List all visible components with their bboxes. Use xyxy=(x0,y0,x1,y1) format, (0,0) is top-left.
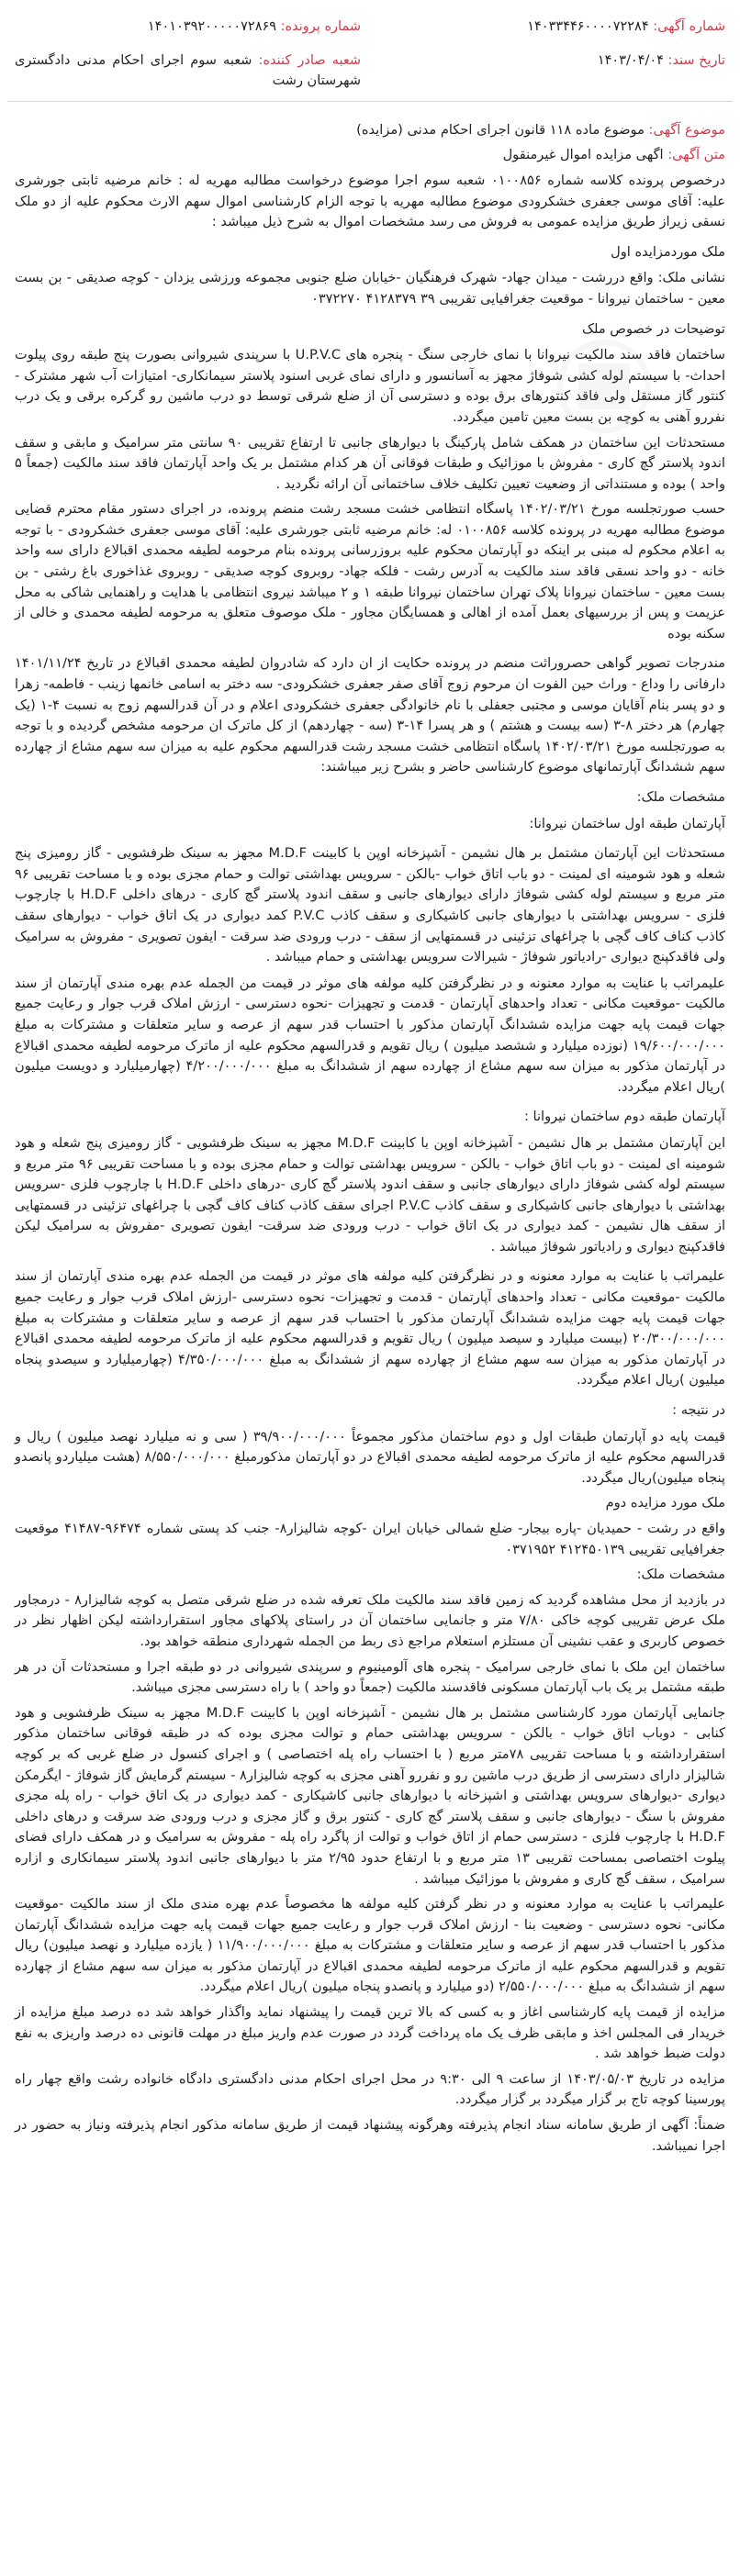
paragraph: ساختمان این ملک با نمای خارجی سرامیک - پنجره های آلومینیوم و سرپندی شیروانی در دو طبقه اجرا و مستحدثات آن در هر طبقه مشتمل بر یک باب آپارتمان مسکونی فاقدسند مالکیت (جمعاً دو واحد ) با راه دسترسی مجزی میباشد. xyxy=(15,1658,725,1696)
paragraph: واقع در رشت - حمیدیان -پاره بیجار- ضلع شمالی خیابان ایران -کوچه شالیزار۸- جنب کد پستی شماره ۹۶۴۷۴-۴۱۴۸۷ موقعیت جغرافیایی تقریبی ۴۱۲۴۵۰۱۳۹ ۰۳۷۱۹۵۲ xyxy=(15,1521,725,1557)
announcement-page xyxy=(7,6,733,2569)
section-heading: آپارتمان طبقه دوم ساختمان نیروانا : xyxy=(523,1109,725,1125)
paragraph: مشخصات ملک: xyxy=(636,1567,725,1583)
section-heading: ملک موردمزایده اول xyxy=(611,243,725,260)
paragraph: علیمراتب با عنایت به موارد معنونه و در نظرگرفتن کلیه مولفه های موثر در قیمت من الجمله عدم بهره مندی آپارتمان از سند مالکیت -موقعیت مکانی - تعداد واحدهای آپارتمان - قدمت و تجهیزات -نحوه دسترسی - ارزش املاک قرب جوار و رعایت جمیع جهات قیمت پایه جهت مزایده ششدانگ آپارتمان مذکور با احتساب قدر سهم از عرصه و سایر متعلقات و مشترکات به مبلغ ۱۹/۶۰۰/۰۰۰/۰۰۰ (نوزده میلیارد و ششصد میلیون ) ریال تقویم و قدرالسهم محکوم علیه از ماترک مرحومه لطیفه محمدی اقبالاع در آپارتمان مذکور به میزان سه سهم مشاع از چهارده سهم از ششدانگ به مبلغ ۴/۲۰۰/۰۰۰/۰۰۰ (چهارمیلیارد و دویست میلیون )ریال اعلام میگردد. xyxy=(15,975,725,1095)
paragraph: نشانی ملک: واقع دررشت - میدان جهاد- شهرک فرهنگیان -خیابان ضلع جنوبی مجموعه ورزشی یزدان - کوچه صدیقی - بن بست معین - ساختمان نیروانا - موقعیت جغرافیایی تقریبی ۳۹ ۴۱۲۸۳۷۹ ۰۳۷۲۲۷۰ xyxy=(15,270,725,307)
paragraph: جانمایی آپارتمان مورد کارشناسی مشتمل بر هال نشیمن - آشپزخانه اوپن با کابینت M.D.F مجهز به سینک ظرفشویی و هود کنابی - دوباب اتاق خواب - بالکن - سرویس بهداشتی حمام و توالت مجزی بوده که در ظبقه فوقانی ساختمان مذکور استقرارداشته و با مساحت تقریبی ۷۸متر مربع ( با احتساب راه پله اختصاصی ) و اجرای کنسول در ضلع غربی که بر کوچه شالیزار دارای دسترسی از طریق درب ماشین رو و نفررو آهنی مجزی به کوچه شالیزار۸ - سیستم گرمایش گاز شوفاژ - ایگرمکن دیواری -دیوارهای سرویس بهداشتی و اشپزخانه با دیوارهای جانبی کاشیکاری - کمد دیواری در یک اتاق خواب - راه پله مجزی مفروش با سنگ - دیوارهای جانبی و سقف پلاستر گچ کاری - کنتور برق و گاز مجزی و درب ورودی ضد سرقت و درهای داخلی H.D.F با چارچوب فلزی - دسترسی حمام از اتاق خواب و توالت از پاگرد راه پله - مفروش به سرامیک و در همکف دارای فضای پیلوت اختصاصی بمساحت تقریبی ۱۳ متر مربع و با ارتفاع حدود ۲/۹۵ متر با دیوارهای جانبی اندود پلاستر سیمانکاری و ازاره سرامیک ، سقف گچ کاری و مفروش با موزائیک میباشد . xyxy=(15,1704,725,1887)
section-heading: توضیحات در خصوص ملک xyxy=(581,320,725,337)
issuing-branch: شعبه صادر کننده: شعبه سوم اجرای احکام مدنی دادگستری شهرستان رشت xyxy=(15,52,361,89)
paragraph: ساختمان فاقد سند مالکیت نیروانا با نمای خارجی سنگ - پنجره های U.P.V.C با سرپندی شیروانی بصورت پنج طبقه روی پیلوت احداث- با سیستم لوله کشی شوفاژ مجهز به آسانسور و دارای نمای غربی اسنود پلاستر سیمانکاری- امتیازات آب شهر مشترک - کنتور گاز مستقل ولی فاقد کنتورهای برق بوده و دسترسی آن از ضلع شرقی توسط دو درب ماشین رو گرکره برقی و یک درب نفررو آهنی به کوچه بن بست معین تامین میگردد. xyxy=(15,347,725,425)
section-heading: علیمراتب با عنایت به موارد معنونه و در نظرگرفتن کلیه مولفه های موثر در قیمت من الجمله عدم بهره مندی آپارتمان از سند مالکیت -موقعیت مکانی - تعداد واحدهای آپارتمان - قدمت و تجهیزات- نحوه دسترسی -ارزش املاک قرب جوار و رعایت جمیع جهات قیمت پایه جهت مزایده ششدانگ آپارتمان مذکور با احتساب قدر سهم از عرصه و سایر متعلقات و مشترکات به مبلغ ۲۰/۳۰۰/۰۰۰/۰۰۰ (بیست میلیارد و سیصد میلیون ) ریال تقویم و قدرالسهم محکوم علیه از ماترک مرحومه لطیفه محمدی اقبالاع در آپارتمان مذکور به میزان سه سهم مشاع از چهارده سهم از ششدانگ به مبلغ ۴/۳۵۰/۰۰۰/۰۰۰ (چهارمیلیارد و سیصدو پنجاه میلیون )ریال اعلام میگردد. xyxy=(15,1268,725,1388)
ad-number: شماره آگهی: ۱۴۰۳۳۴۴۶۰۰۰۰۷۲۲۸۴ xyxy=(527,19,725,34)
title-line: متن آگهی: اگهی مزایده اموال غیرمنقول xyxy=(502,147,725,163)
subject-line: موضوع آگهی: موضوع ماده ۱۱۸ قانون اجرای احکام مدنی (مزایده) xyxy=(356,121,725,138)
paragraph: در بازدید از محل مشاهده گردید که زمین فاقد سند مالکیت ملک تعرفه شده در ضلع شرقی متصل به کوچه شالیزار۸ - درمجاور ملک عرض تقریبی کوچه خاکی ۷/۸۰ متر و جانمایی ساختمان آن در راستای پلاکهای مجاور استقرارداشته لیکن اظهار نظر در خصوص کاربری و عقب نشینی آن مستلزم استعلام مراجع ذی ربط من الجمله شهرداری منطقه خواهد بود. xyxy=(15,1591,725,1649)
ad-header xyxy=(7,6,733,102)
paragraph: این آپارتمان مشتمل بر هال نشیمن - آشپزخانه اوپن با کابینت M.D.F مجهز به سینک ظرفشویی - گاز رومیزی پنج شعله و هود شومینه ای لمینت - دو باب اتاق خواب - بالکن - سرویس بهداشتی توالت و حمام مجزی بوده و با مساحت تقریبی ۹۶ متر مربع و سیستم لوله کشی شوفاژ دارای دیوارهای جانبی و سقف اندود پلاستر گچ کاری -درهای داخلی H.D.F با چارچوب فلزی -سرویس بهداشتی با دیوارهای جانبی کاشیکاری و سقف کاذب P.V.C اجرای سقف کاذب کناف کاف گچی با چراغهای تزئینی در قسمتهایی از سقف هال نشیمن - کمد دیواری در یک اتاق خواب - درب ورودی ضد سرقت- ایفون تصویری -مفروش به سرامیک لیکن فاقدکپنج دیواری و رادیاتور شوفاژ میباشد . xyxy=(15,1134,726,1255)
paragraph: علیمراتب با عنایت به موارد معنونه و در نظر گرفتن کلیه مولفه ها مخصوصاً عدم بهره مندی ملک از سند مالکیت -موقعیت مکانی- نحوه دسترسی - وضعیت بنا - ارزش املاک قرب جوار و رعایت جمیع جهات قیمت پایه جهت مزایده ششدانگ آپارتمان مذکور با احتساب قدر سهم از عرصه و سایر متعلقات و مشترکات به مبلغ ۱۱/۹۰۰/۰۰۰/۰۰۰ ( یازده میلیارد و نهصد میلیون) ریال تقویم و قدرالسهم محکوم علیه از ماترک مرحومه لطیفه محمدی اقبالاع در آپارتمان مذکور به میزان سه سهم مشاع از چهارده سهم از ششدانگ به مبلغ ۲/۵۵۰/۰۰۰/۰۰۰ (دو میلیارد و پانصدو پنجاه میلیون )ریال اعلام میگردد. xyxy=(15,1896,725,1995)
section-heading: مندرجات تصویر گواهی حصروراثت منضم در پرونده حکایت از ان دارد که شادروان لطیفه محمدی اقبالاع در تاریخ ۱۴۰۱/۱۱/۲۴ دارفانی را وداع - وراث حین الفوت ان مرحوم زوج آقای صفر جعفری خشکرودی- سه دختر به اسامی خانمها زینب - فاطمه- زهرا و دو پسر بنام آقایان موسی و مجتبی جعفلی با نام خانوادگی جعفری خشکرودی اعلام و در آن قدرالسهم زوج به نسبت ۴-۱ (یک چهارم) هر دختر ۸-۳ (سه بیست و هشتم ) و هر پسرا ۱۴-۳ (سه - چهاردهم) از کل ماترک ان مرحومه مشخص گردیده و با توجه به صورتجلسه مورخ ۱۴۰۲/۰۳/۲۱ پاسگاه انتظامی خشت مسجد رشت قدرالسهم محکوم علیه به میزان سه سهم مشاع از چهارده سهم ششدانگ آپارتمانهای موضوع کارشناسی حاضر و بشرح زیر میباشند: xyxy=(15,655,726,775)
paragraph: قیمت پایه دو آپارتمان طبقات اول و دوم ساختمان مذکور مجموعاً ۳۹/۹۰۰/۰۰۰/۰۰۰ ( سی و نه میلیارد نهصد میلیون ) ریال و قدرالسهم محکوم علیه از ماترک مرحومه لطیفه محمدی اقبالاع در دو آپارتمان مذکورمبلغ ۸/۵۵۰/۰۰۰/۰۰۰ (هشت میلیاردو پانصدو پنجاه میلیون)ریال میگردد. xyxy=(15,1428,726,1486)
section-heading: مشخصات ملک: xyxy=(636,789,725,805)
paragraph: ملک مورد مزایده دوم xyxy=(605,1495,725,1511)
paragraph: آپارتمان طبقه اول ساختمان نیروانا: xyxy=(529,815,725,831)
paragraph: مزایده از قیمت پایه کارشناسی اغاز و به کسی که بالا ترین قیمت را پیشنهاد نماید واگذار خواهد شد ده درصد مبلغ مزایده از خریدار فی المجلس اخذ و مابقی ظرف یک ماه پرداخت گردد در صورت عدم واریز مبلغ در مهلت قانونی ده درصد واریزی به نفع دولت ضبط خواهد شد . xyxy=(15,2004,725,2062)
ad-title: اگهی مزایده اموال غیرمنقول xyxy=(502,147,664,163)
paragraph: درخصوص پرونده کلاسه شماره ۰۱۰۰۸۵۶ شعبه سوم اجرا موضوع درخواست مطالبه مهریه له : خانم مرضیه ثابتی جورشری علیه: آقای موسی جعفری خشکرودی موضوع مطالبه مهریه با توجه الزام کارشناسی اموال سهم الارث محکوم علیه از دو ملک نسقی زیراز طریق مزایده عمومی به فروش می رسد مشخصات اموال به شرح ذیل میباشد : xyxy=(15,172,725,230)
paragraph: مزایده در تاریخ ۱۴۰۳/۰۵/۰۳ از ساعت ۹ الی ۹:۳۰ در محل اجرای احکام مدنی دادگستری دادگاه خانواده رشت واقع چهار راه پورسینا کوچه تاج بر گزار میگردد بر گزار میگردد. xyxy=(15,2070,725,2108)
section-heading: مستحدثات این آپارتمان مشتمل بر هال نشیمن - آشپزخانه اوپن با کابینت M.D.F مجهز به سینک ظرفشویی - گاز رومیزی پنج شعله و هود شومینه ای لمینت - دو باب اتاق خواب -بالکن - سرویس بهداشتی توالت و حمام مجزی بوده و با مساحت تقریبی ۹۶ متر مربع و سیستم لوله کشی شوفاژ دارای دیوارهای جانبی و سقف اندود پلاستر گچ کاری - درهای داخلی H.D.F با چارچوب فلزی - سرویس بهداشتی با دیوارهای جانبی کاشیکاری و سقف کاذب P.V.C کمد دیواری در یک اتاق خواب - دیوارهای سقف کاذب کناف کاف گچی با چراغهای تزئینی در قسمتهایی از سقف - درب ورودی ضد سرقت - ایفون تصویری - مفروش به سرامیک ولی فاقدکپنج دیواری -رادیاتور شوفاژ - شیرالات سرویس بهداشتی و حمام میباشد . xyxy=(15,845,725,965)
paragraph: ضمناً: آگهی از طریق سامانه سناد انجام پذیرفته وهرگونه پیشنهاد قیمت از طریق سامانه مذکور انجام پذیرفته ونیاز به حضور در اجرا نمیباشد. xyxy=(15,2117,725,2154)
ad-date: تاریخ سند: ۱۴۰۳/۰۴/۰۴ xyxy=(597,52,725,68)
paragraph: حسب صورتجلسه مورخ ۱۴۰۲/۰۳/۲۱ پاسگاه انتظامی خشت مسجد رشت منضم پرونده، در اجرای دستور مقام محترم قضایی موضوع مطالبه مهریه در پرونده کلاسه ۰۱۰۰۸۵۶ له: خانم مرضیه ثابتی جورشری علیه: آقای موسی جعفری خشکرودی - با توجه به اعلام محکوم له مبنی بر اینکه دو آپارتمان محکوم علیه بروزرسانی پرونده بنام مرحومه لطیفه محمدی اقبالاع دارای سه واحد خانه - دو واحد نسقی فاقد سند مالکیت به آدرس رشت - فلکه جهاد- روبروی کوچه صدیقی - روبروی غذاخوری باغ رشتی - بن بست معین - ساختمان نیروانا پلاک تهران ساختمان نیروانا طبقه ۱ و ۲ میباشد نیروی انتظامی با هدایت و راهنمایی شاکی به محل عزیمت و پس از بررسیهای بعمل آمده از اهالی و همسایگان مجاور - ملک موصوف متعلق به مرحومه لطیفه محمدی و خالی از سکنه بوده xyxy=(15,501,726,641)
section-heading: در نتیجه : xyxy=(672,1402,725,1419)
ad-text xyxy=(15,171,725,2157)
paragraph: مستحدثات این ساختمان در همکف شامل پارکینگ با دیوارهای جانبی تا ارتفاع تقریبی ۹۰ سانتی متر سرامیک و مابقی و سقف اندود پلاستر گچ کاری - مفروش با موزائیک و طبقات فوقانی آن هر کدام مشتمل بر یک واحد آپارتمان فاقد سند مالکیت (جمعاً ۵ واحد ) بوده و مستنداتی از وضعیت تعیین تکلیف خلاف ساختمانی آن ارائه نگردید . xyxy=(15,434,725,492)
judiciary-seal-watermark xyxy=(521,336,687,437)
letter-number: شماره پرونده: ۱۴۰۱۰۳۹۲۰۰۰۰۰۷۲۸۶۹ xyxy=(147,19,361,34)
subject: موضوع ماده ۱۱۸ قانون اجرای احکام مدنی (مزایده) xyxy=(356,121,645,138)
